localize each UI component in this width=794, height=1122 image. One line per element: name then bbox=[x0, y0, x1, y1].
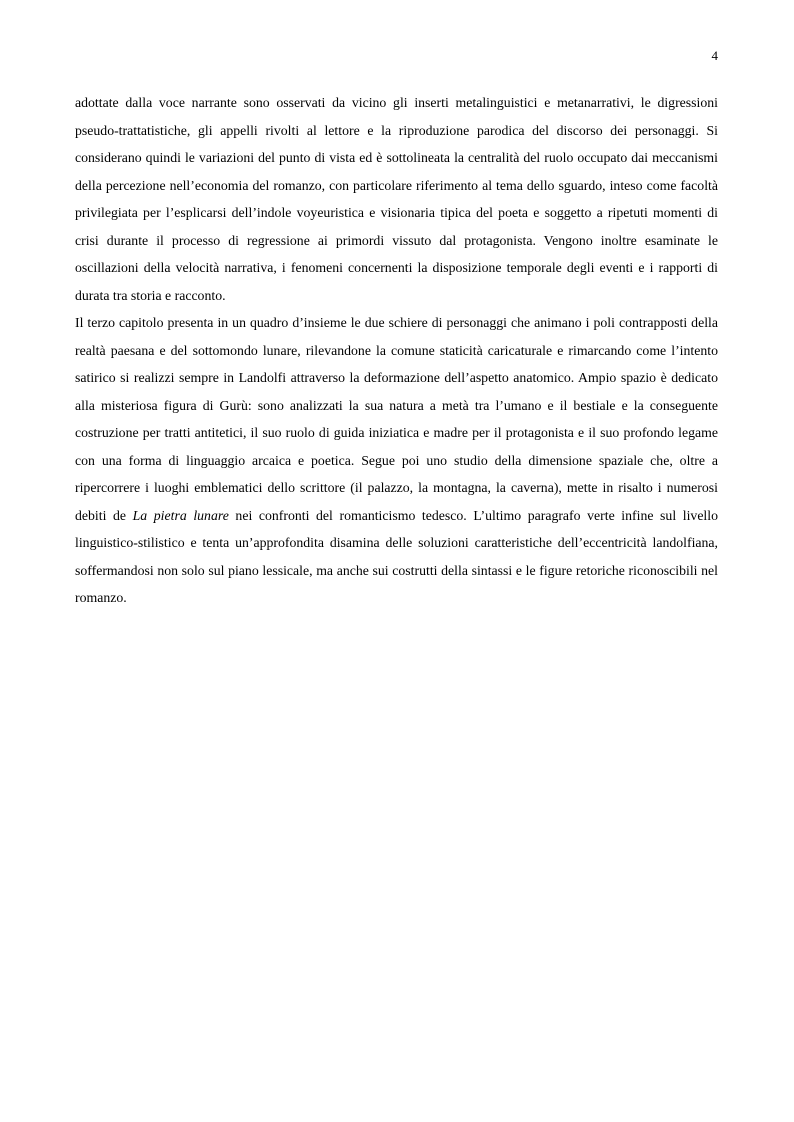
paragraph-2-text-start: Il terzo capitolo presenta in un quadro d’insieme le due schiere di personaggi che animano i poli contrapposti della realtà paesana e del sottomondo lunare, rilevandone la comune staticità caricaturale e rimarcando come l’intento satirico si realizzi sempre in Landolfi attraverso la deformazione dell’aspetto anatomico. Ampio spazio è dedicato alla misteriosa figura di Gurù: sono analizzati la sua natura a metà tra l’umano e il bestiale e la conseguente costruzione per tratti antitetici, il suo ruolo di guida iniziatica e madre per il protagonista e il suo profondo legame con una forma di linguaggio arcaica e poetica. Segue poi uno studio della dimensione spaziale che, oltre a ripercorrere i luoghi emblematici dello scrittore (il palazzo, la montagna, la caverna), mette in risalto i numerosi debiti de bbox=[75, 315, 718, 523]
paragraph-2 bbox=[75, 309, 718, 612]
paragraph-1: adottate dalla voce narrante sono osservati da vicino gli inserti metalinguistici e metanarrativi, le digressioni pseudo-trattatistiche, gli appelli rivolti al lettore e la riproduzione parodica del discorso dei personaggi. Si considerano quindi le variazioni del punto di vista ed è sottolineata la centralità del ruolo occupato dai meccanismi della percezione nell’economia del romanzo, con particolare riferimento al tema dello sguardo, inteso come facoltà privilegiata per l’esplicarsi dell’indole voyeuristica e visionaria tipica del poeta e soggetto a ripetuti momenti di crisi durante il processo di regressione ai primordi vissuto dal protagonista. Vengono inoltre esaminate le oscillazioni della velocità narrativa, i fenomeni concernenti la disposizione temporale degli eventi e i rapporti di durata tra storia e racconto. bbox=[75, 95, 718, 303]
document-body bbox=[75, 89, 718, 612]
paragraph-2-text-end: nei confronti del romanticismo tedesco. L’ultimo paragrafo verte infine sul livello linguistico-stilistico e tenta un’approfondita disamina delle soluzioni caratteristiche dell’eccentricità landolfiana, soffermandosi non solo sul piano lessicale, ma anche sui costrutti della sintassi e le figure retoriche riconoscibili nel romanzo. bbox=[75, 507, 719, 605]
page-number: 4 bbox=[711, 48, 718, 63]
book-title: La pietra lunare bbox=[132, 507, 229, 523]
